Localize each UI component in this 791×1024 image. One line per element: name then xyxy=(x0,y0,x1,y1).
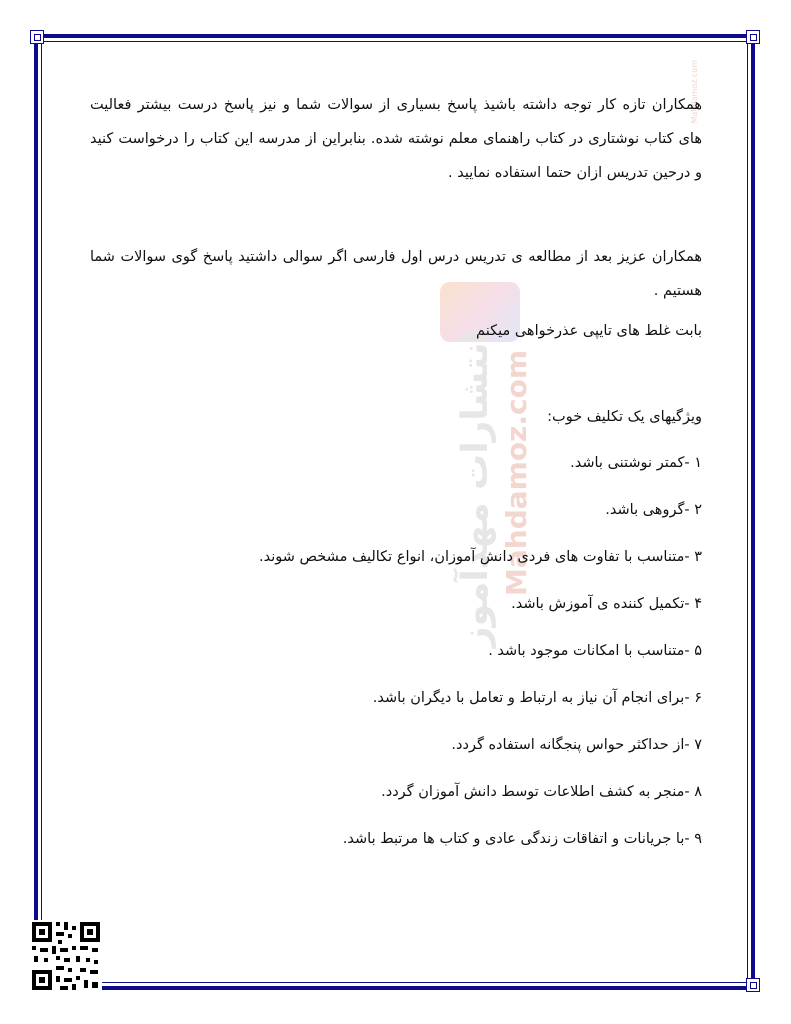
contact-paragraph: همکاران عزیز بعد از مطالعه ی تدریس درس اول فارسی اگر سوالی داشتید پاسخ گوی سوالات شما هستیم . xyxy=(90,249,702,299)
corner-ornament-top-left xyxy=(30,30,44,44)
features-heading: ویژگیهای یک تکلیف خوب: xyxy=(547,409,702,425)
feature-item: ۵ -متناسب با امکانات موجود باشد . xyxy=(488,643,702,659)
feature-item: ۷ -از حداکثر حواس پنجگانه استفاده گردد. xyxy=(451,737,702,753)
side-watermark-url: Mahdamoz.com xyxy=(690,60,699,124)
feature-item: ۹ -با جریانات و اتفاقات زندگی عادی و کتاب ها مرتبط باشد. xyxy=(342,831,702,847)
corner-ornament-bottom-right xyxy=(746,978,760,992)
watermark-text-en: Mahdamoz.com xyxy=(500,350,533,596)
feature-item: ۴ -تکمیل کننده ی آموزش باشد. xyxy=(511,596,702,612)
feature-item: ۶ -برای انجام آن نیاز به ارتباط و تعامل با دیگران باشد. xyxy=(372,690,702,706)
apology-line: بابت غلط های تایپی عذرخواهی میکنم xyxy=(476,323,702,339)
corner-ornament-top-right xyxy=(746,30,760,44)
features-list xyxy=(90,440,702,863)
feature-item: ۸ -منجر به کشف اطلاعات توسط دانش آموزان گردد. xyxy=(381,784,702,800)
qr-code-icon xyxy=(30,920,102,992)
watermark-text-fa: انتشارات مهدآموز xyxy=(455,330,496,648)
document-body xyxy=(90,88,702,863)
feature-item: ۳ -متناسب با تفاوت های فردی دانش آموزان، انواع تکالیف مشخص شوند. xyxy=(259,549,702,565)
intro-paragraph: همکاران تازه کار توجه داشته باشیذ پاسخ بسیاری از سوالات شما و نیز پاسخ درست بیشتر فعالیت های کتاب نوشتاری در کتاب راهنمای معلم نوشته شده. بنابراین از مدرسه این کتاب را درخواست کنید و درحین تدریس ازان حتما استفاده نمایید . xyxy=(90,97,702,181)
feature-item: ۲ -گروهی باشد. xyxy=(605,502,702,518)
feature-item: ۱ -کمتر نوشتنی باشد. xyxy=(570,455,702,471)
